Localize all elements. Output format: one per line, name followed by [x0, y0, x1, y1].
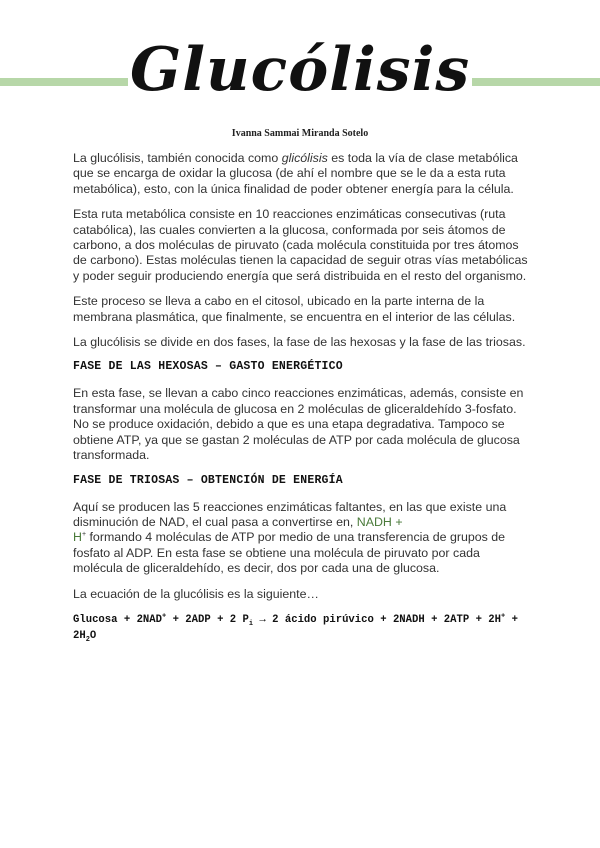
equation-part-3: → 2 ácido pirúvico + 2NADH + 2ATP + 2H — [253, 613, 502, 626]
triosas-text-1: Aquí se producen las 5 reacciones enzimáticas faltantes, en las que existe una disminución de NAD, el cual pasa a convertirse en, — [73, 499, 507, 529]
intro-text-2: es toda la vía de clase metabólica que se encarga de oxidar la glucosa (de ahí el nombre que se le da a esta ruta metabólica), esto, con la única finalidad de poder obtener energía para la célula. — [73, 151, 518, 196]
triosas-nadh-highlight: NADH + — [356, 514, 403, 529]
intro-paragraph — [73, 151, 529, 197]
triosas-h-sup: + — [81, 531, 87, 539]
equation-part-4: + 2H — [73, 613, 518, 642]
section-heading-triosas: FASE DE TRIOSAS – OBTENCIÓN DE ENERGÍA — [73, 473, 343, 487]
equation-part-2: + 2ADP + 2 P — [166, 613, 249, 626]
equation-sub-2: 2 — [85, 636, 90, 645]
paragraph-fases: La glucólisis se divide en dos fases, la fase de las hexosas y la fase de las triosas. — [73, 335, 526, 350]
title-rule-right — [472, 78, 600, 86]
equation-sub-i: i — [248, 620, 254, 629]
paragraph-ruta: Esta ruta metabólica consiste en 10 reacciones enzimáticas consecutivas (ruta catabólica), las cuales convierten a la glucosa, conformada por seis átomos de carbono, a dos moléculas de piruvato (cada molécula constituida por tres átomos de carbono). Estas moléculas tienen la capacidad de seguir otras vías metabólicas y poder seguir produciendo energía que será distribuida en el resto del organismo. — [73, 207, 528, 283]
equation-sup-2: + — [501, 612, 506, 621]
section-body-triosas — [73, 500, 529, 577]
equation-part-5: O — [89, 629, 97, 642]
section-body-hexosas: En esta fase, se llevan a cabo cinco reacciones enzimáticas, además, consiste en transformar una molécula de glucosa en 2 moléculas de gliceraldehído 3-fosfato. No se produce oxidación, debido a que es una etapa degradativa. Tampoco se obtiene ATP, ya que se gastan 2 moléculas de ATP por cada molécula de glucosa transformada. — [73, 386, 524, 463]
equation-part-1: Glucosa + 2NAD — [73, 613, 163, 626]
section-heading-hexosas: FASE DE LAS HEXOSAS – GASTO ENERGÉTICO — [73, 360, 343, 374]
author-name: Ivanna Sammai Miranda Sotelo — [231, 128, 369, 139]
page-title: Glucólisis — [130, 35, 471, 105]
document-body — [73, 151, 529, 644]
intro-emphasis: glicólisis — [281, 151, 328, 165]
triosas-h: H — [73, 530, 82, 545]
paragraph-citosol: Este proceso se lleva a cabo en el citosol, ubicado en la parte interna de la membrana plasmática, que finalmente, se encuentra en el interior de las células. — [73, 294, 516, 324]
triosas-text-2: formando 4 moléculas de ATP por medio de una transferencia de grupos de fosfato al ADP. En esta fase se obtiene una molécula de piruvato por cada molécula de gliceraldehído, es decir, dos por cada una de glucosa. — [73, 530, 506, 576]
intro-text-1: La glucólisis, también conocida como — [73, 151, 282, 165]
equation-sup-1: + — [162, 612, 167, 621]
glycolysis-equation — [73, 612, 529, 644]
equation-intro: La ecuación de la glucólisis es la siguiente… — [73, 586, 319, 601]
title-rule-left — [0, 78, 128, 86]
